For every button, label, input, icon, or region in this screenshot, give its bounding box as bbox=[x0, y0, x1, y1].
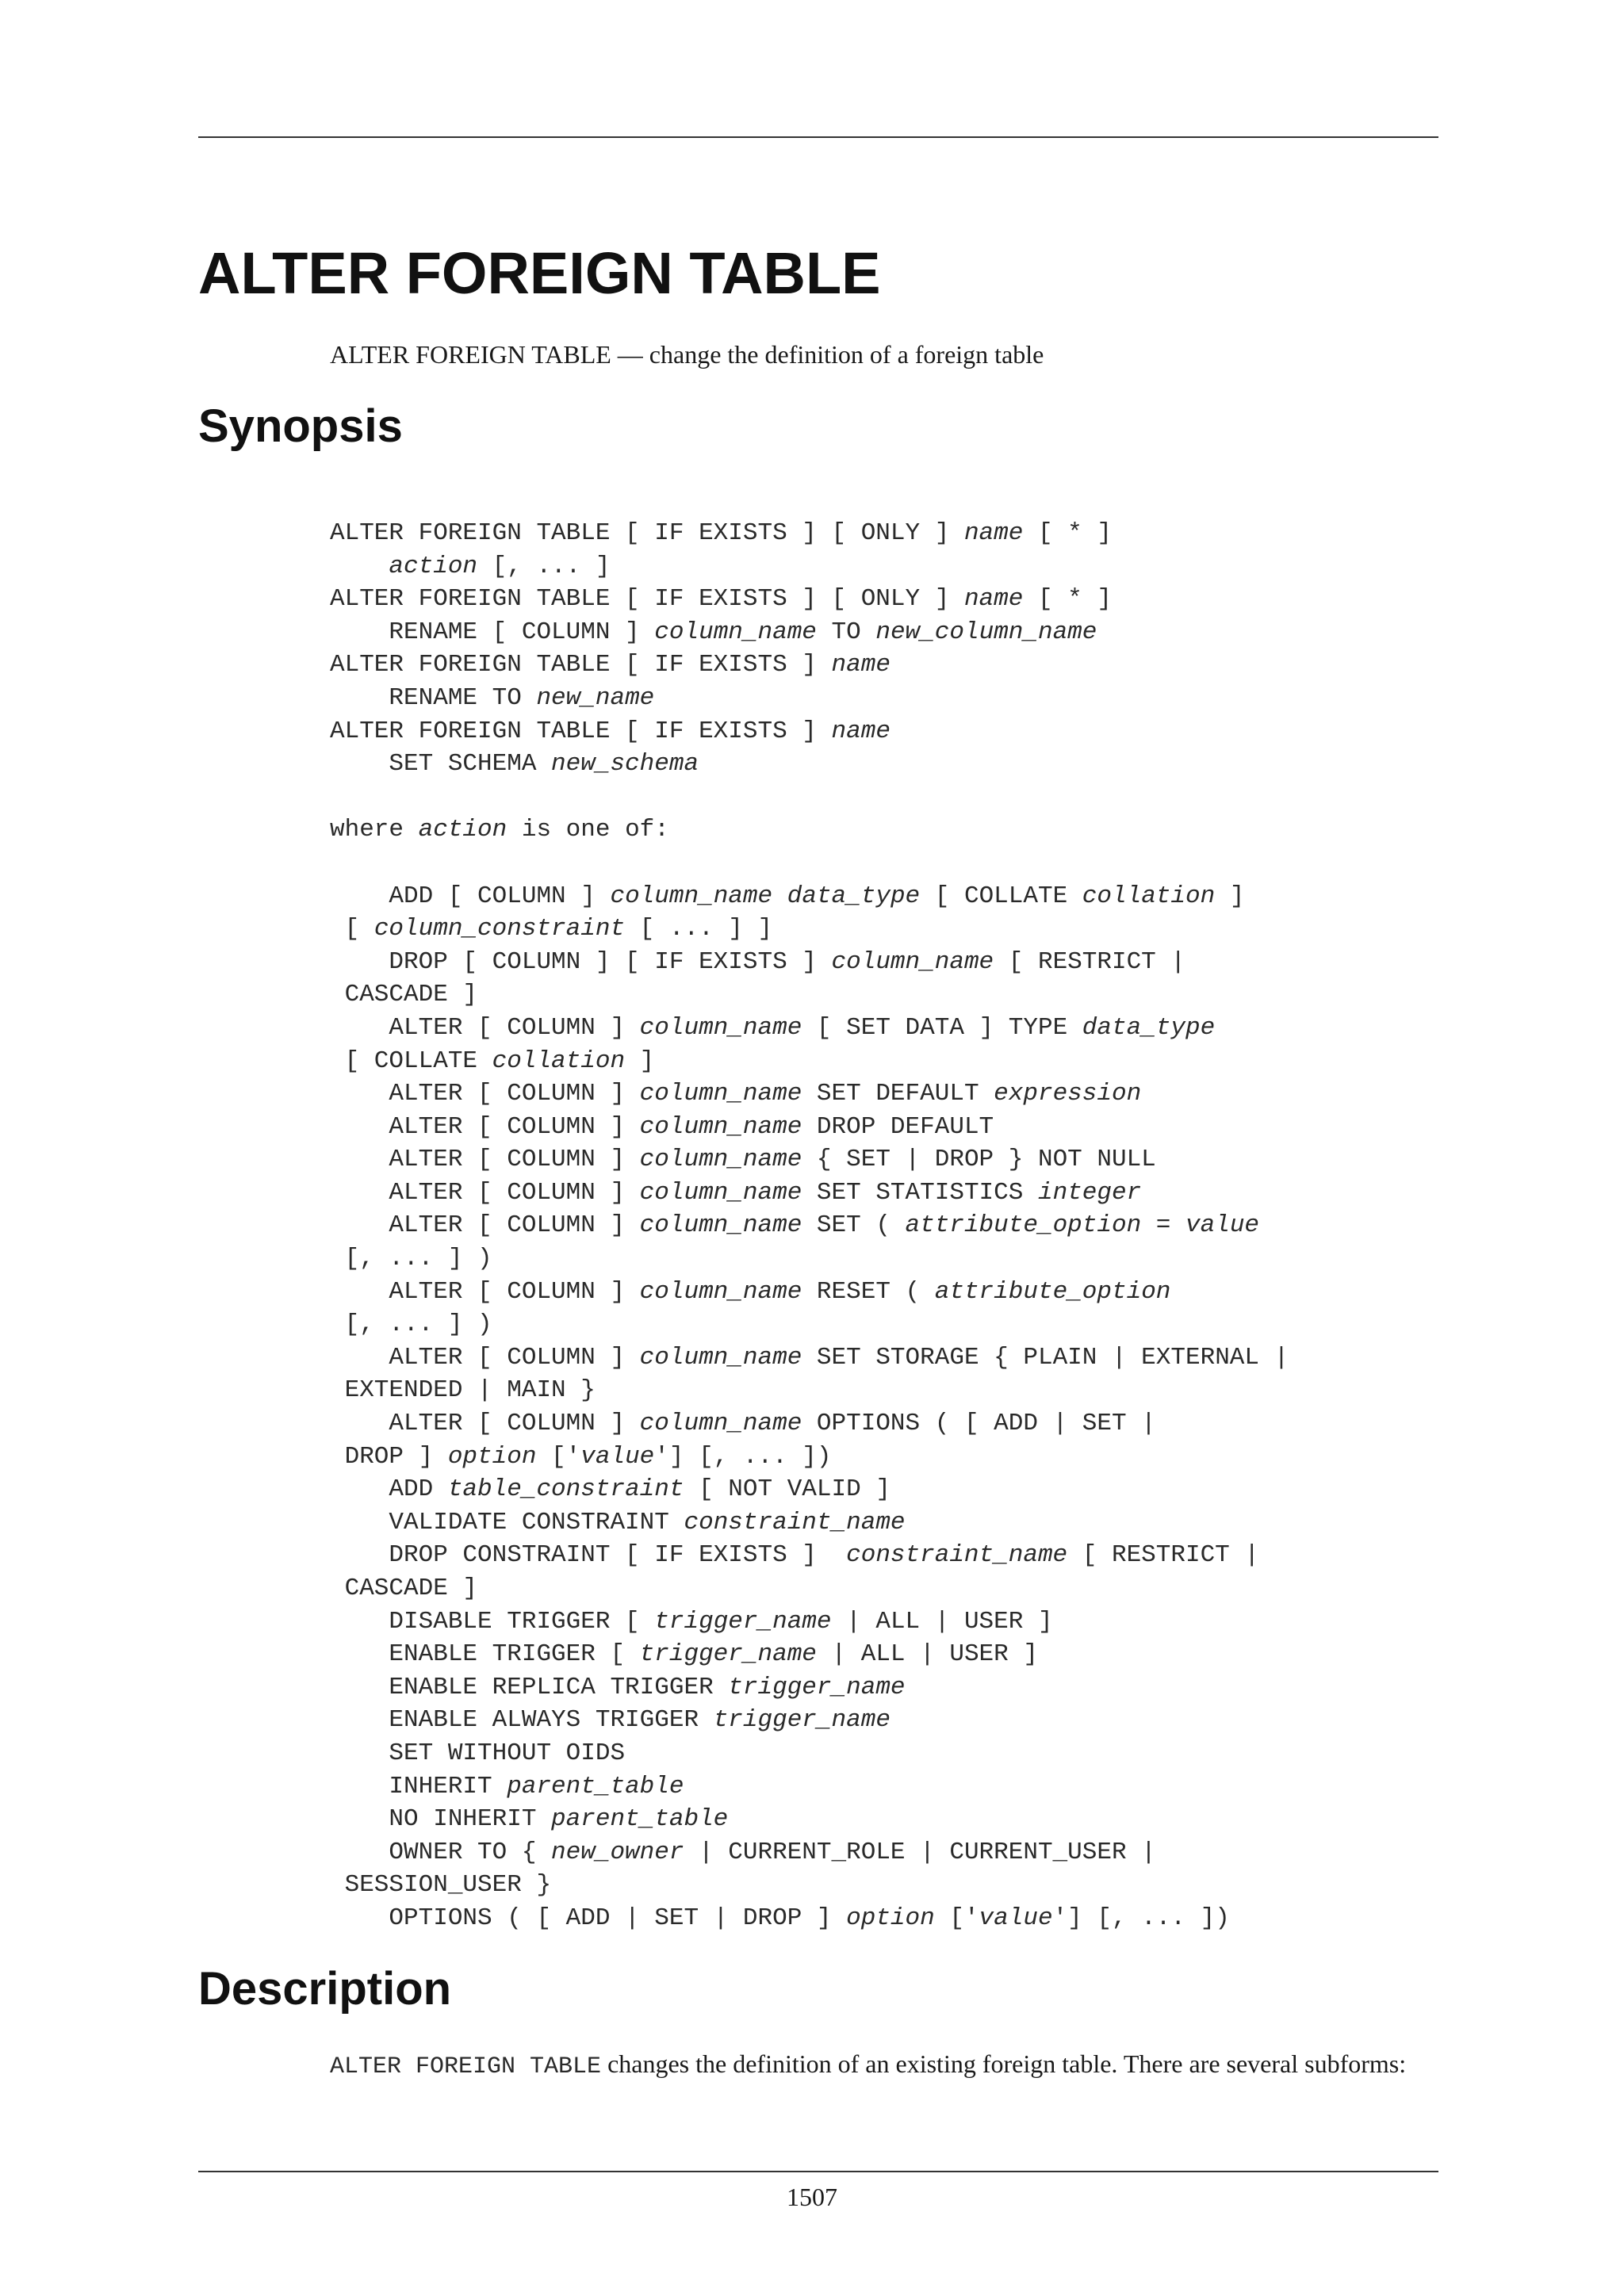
description-paragraph bbox=[330, 2045, 1438, 2085]
synopsis-placeholder: column_name bbox=[639, 1343, 802, 1372]
synopsis-token: VALIDATE CONSTRAINT bbox=[330, 1508, 684, 1536]
synopsis-token: DROP DEFAULT bbox=[802, 1112, 994, 1141]
synopsis-placeholder: constraint_name bbox=[684, 1508, 906, 1536]
synopsis-token: ALTER [ COLUMN ] bbox=[330, 1211, 640, 1240]
synopsis-placeholder: new_schema bbox=[551, 750, 699, 779]
synopsis-placeholder: option bbox=[447, 1442, 537, 1471]
synopsis-token: ENABLE ALWAYS TRIGGER bbox=[330, 1706, 714, 1735]
synopsis-token: [, ... ] ) bbox=[330, 1245, 492, 1273]
synopsis-token: [ RESTRICT | bbox=[994, 947, 1185, 976]
synopsis-token: '] [, ... ]) bbox=[1052, 1904, 1230, 1932]
synopsis-token: where bbox=[330, 816, 419, 844]
synopsis-placeholder: column_name bbox=[831, 947, 994, 976]
synopsis-token: NO INHERIT bbox=[330, 1805, 552, 1834]
synopsis-token: ALTER FOREIGN TABLE [ IF EXISTS ] bbox=[330, 717, 832, 745]
synopsis-placeholder: name bbox=[831, 651, 891, 679]
page-title: ALTER FOREIGN TABLE bbox=[198, 240, 881, 306]
description-command: ALTER FOREIGN TABLE bbox=[330, 2053, 602, 2080]
synopsis-token: ADD [ COLUMN ] bbox=[330, 882, 611, 910]
synopsis-token: [ bbox=[330, 915, 374, 943]
synopsis-token: = bbox=[1141, 1211, 1186, 1240]
synopsis-token: [ ... ] ] bbox=[625, 915, 773, 943]
synopsis-placeholder: trigger_name bbox=[654, 1607, 832, 1636]
synopsis-token: ALTER [ COLUMN ] bbox=[330, 1080, 640, 1108]
synopsis-token: CASCADE ] bbox=[330, 1575, 478, 1602]
synopsis-placeholder: column_name bbox=[639, 1178, 802, 1207]
synopsis-placeholder: trigger_name bbox=[713, 1706, 891, 1735]
synopsis-placeholder: constraint_name bbox=[846, 1541, 1068, 1570]
synopsis-code-block bbox=[330, 517, 1289, 1935]
footer-rule bbox=[198, 2171, 1438, 2172]
description-text: changes the definition of an existing foreign table. There are several subforms: bbox=[601, 2049, 1407, 2078]
synopsis-token: ALTER FOREIGN TABLE [ IF EXISTS ] [ ONLY ] bbox=[330, 519, 964, 547]
header-rule bbox=[198, 136, 1438, 138]
synopsis-token: DROP CONSTRAINT [ IF EXISTS ] bbox=[330, 1541, 847, 1570]
synopsis-token: [ * ] bbox=[1023, 519, 1112, 547]
synopsis-placeholder: column_name bbox=[639, 1211, 802, 1240]
synopsis-token: [, ... ] ) bbox=[330, 1311, 492, 1339]
synopsis-placeholder: trigger_name bbox=[728, 1673, 906, 1701]
synopsis-placeholder: table_constraint bbox=[447, 1475, 684, 1504]
synopsis-placeholder: value bbox=[580, 1442, 655, 1471]
synopsis-token: ADD bbox=[330, 1475, 448, 1504]
synopsis-token: CASCADE ] bbox=[330, 981, 478, 1009]
synopsis-token: OPTIONS ( [ ADD | SET | DROP ] bbox=[330, 1904, 847, 1932]
synopsis-placeholder: new_owner bbox=[551, 1838, 684, 1866]
synopsis-placeholder: parent_table bbox=[551, 1805, 729, 1834]
synopsis-token: RESET ( bbox=[802, 1277, 935, 1306]
synopsis-token: SET SCHEMA bbox=[330, 750, 552, 779]
synopsis-token: RENAME TO bbox=[330, 683, 537, 712]
synopsis-placeholder: name bbox=[963, 585, 1024, 614]
synopsis-placeholder: data_type bbox=[787, 882, 921, 910]
synopsis-placeholder: name bbox=[963, 519, 1024, 547]
synopsis-placeholder: parent_table bbox=[507, 1772, 684, 1800]
refpurpose: ALTER FOREIGN TABLE — change the definition of a foreign table bbox=[330, 340, 1044, 369]
synopsis-placeholder: expression bbox=[994, 1080, 1142, 1108]
synopsis-placeholder: new_name bbox=[536, 683, 655, 712]
synopsis-token: SET WITHOUT OIDS bbox=[330, 1739, 626, 1767]
synopsis-placeholder: trigger_name bbox=[639, 1640, 817, 1669]
synopsis-token: INHERIT bbox=[330, 1772, 508, 1800]
synopsis-token: [, ... ] bbox=[477, 552, 611, 580]
synopsis-token: ALTER [ COLUMN ] bbox=[330, 1343, 640, 1372]
synopsis-placeholder: column_name bbox=[639, 1146, 802, 1174]
synopsis-token: | CURRENT_ROLE | CURRENT_USER | bbox=[684, 1838, 1156, 1866]
synopsis-token: ] bbox=[625, 1047, 655, 1075]
synopsis-token: ENABLE REPLICA TRIGGER bbox=[330, 1673, 729, 1701]
synopsis-token: { SET | DROP } NOT NULL bbox=[802, 1146, 1156, 1174]
synopsis-placeholder: action bbox=[418, 816, 508, 844]
synopsis-token: EXTENDED | MAIN } bbox=[330, 1376, 596, 1405]
synopsis-token: DROP ] bbox=[330, 1442, 448, 1471]
synopsis-token: [' bbox=[536, 1442, 581, 1471]
synopsis-token: | ALL | USER ] bbox=[831, 1607, 1053, 1636]
synopsis-token: DISABLE TRIGGER [ bbox=[330, 1607, 655, 1636]
synopsis-token: OPTIONS ( [ ADD | SET | bbox=[802, 1410, 1156, 1438]
synopsis-token: ALTER [ COLUMN ] bbox=[330, 1013, 640, 1042]
synopsis-placeholder: integer bbox=[1037, 1178, 1142, 1207]
synopsis-token: ALTER FOREIGN TABLE [ IF EXISTS ] [ ONLY ] bbox=[330, 585, 964, 614]
description-heading: Description bbox=[198, 1963, 452, 2015]
synopsis-placeholder: collation bbox=[492, 1047, 626, 1075]
synopsis-token: ALTER [ COLUMN ] bbox=[330, 1178, 640, 1207]
synopsis-placeholder: attribute_option bbox=[905, 1211, 1142, 1240]
synopsis-token: ALTER [ COLUMN ] bbox=[330, 1112, 640, 1141]
synopsis-token bbox=[330, 553, 389, 580]
synopsis-placeholder: column_name bbox=[639, 1013, 802, 1042]
synopsis-token: SET ( bbox=[802, 1211, 906, 1240]
synopsis-token: ALTER [ COLUMN ] bbox=[330, 1146, 640, 1174]
synopsis-placeholder: column_name bbox=[639, 1277, 802, 1306]
synopsis-token: | ALL | USER ] bbox=[816, 1640, 1038, 1669]
synopsis-placeholder: option bbox=[846, 1904, 935, 1932]
synopsis-placeholder: data_type bbox=[1082, 1013, 1216, 1042]
synopsis-token: TO bbox=[816, 618, 876, 646]
synopsis-placeholder: column_name bbox=[610, 882, 773, 910]
synopsis-token: [ COLLATE bbox=[920, 882, 1082, 910]
synopsis-token: '] [, ... ]) bbox=[654, 1442, 832, 1471]
synopsis-token: RENAME [ COLUMN ] bbox=[330, 618, 655, 646]
synopsis-token: [ COLLATE bbox=[330, 1047, 492, 1075]
synopsis-token: SET STATISTICS bbox=[802, 1178, 1038, 1207]
synopsis-token: ALTER [ COLUMN ] bbox=[330, 1277, 640, 1306]
synopsis-placeholder: column_name bbox=[639, 1112, 802, 1141]
synopsis-placeholder: value bbox=[1185, 1211, 1260, 1240]
synopsis-placeholder: action bbox=[389, 552, 478, 580]
synopsis-placeholder: column_name bbox=[639, 1080, 802, 1108]
synopsis-token: ALTER [ COLUMN ] bbox=[330, 1410, 640, 1438]
synopsis-token: ALTER FOREIGN TABLE [ IF EXISTS ] bbox=[330, 651, 832, 679]
synopsis-token: OWNER TO { bbox=[330, 1838, 552, 1866]
page-number: 1507 bbox=[787, 2183, 837, 2211]
synopsis-heading: Synopsis bbox=[198, 400, 403, 452]
synopsis-token: SET DEFAULT bbox=[802, 1080, 994, 1108]
synopsis-token: [ SET DATA ] TYPE bbox=[802, 1013, 1082, 1042]
synopsis-token: SESSION_USER } bbox=[330, 1871, 552, 1900]
synopsis-placeholder: column_name bbox=[654, 618, 817, 646]
synopsis-placeholder: new_column_name bbox=[875, 618, 1097, 646]
synopsis-token: ] bbox=[1215, 882, 1245, 910]
synopsis-placeholder: value bbox=[979, 1904, 1053, 1932]
synopsis-token: SET STORAGE { PLAIN | EXTERNAL | bbox=[802, 1343, 1289, 1372]
synopsis-token: DROP [ COLUMN ] [ IF EXISTS ] bbox=[330, 947, 832, 976]
synopsis-placeholder: name bbox=[831, 717, 891, 745]
synopsis-token: [ NOT VALID ] bbox=[684, 1475, 891, 1504]
synopsis-token: [ * ] bbox=[1023, 585, 1112, 614]
synopsis-token: ENABLE TRIGGER [ bbox=[330, 1640, 640, 1669]
synopsis-token: [ RESTRICT | bbox=[1067, 1541, 1259, 1570]
synopsis-placeholder: column_name bbox=[639, 1410, 802, 1438]
synopsis-placeholder: attribute_option bbox=[934, 1277, 1171, 1306]
synopsis-placeholder: column_constraint bbox=[373, 915, 626, 943]
synopsis-token: is one of: bbox=[507, 816, 669, 844]
synopsis-placeholder: collation bbox=[1082, 882, 1216, 910]
synopsis-token: [' bbox=[934, 1904, 979, 1932]
synopsis-token bbox=[772, 882, 787, 910]
